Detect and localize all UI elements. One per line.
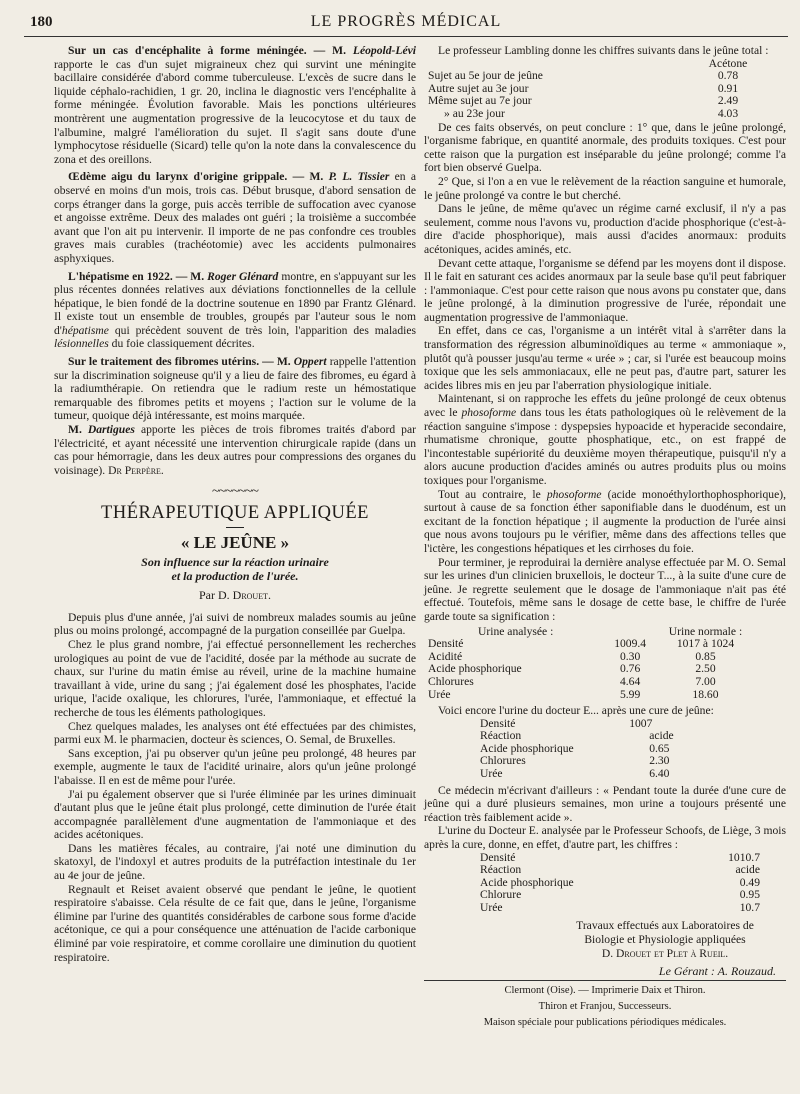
table-row: Réaction acide (480, 863, 760, 877)
printer-line-1: Clermont (Oise). — Imprimerie Daix et Thiron. (504, 985, 706, 997)
table-row: Chlorure 0.95 (480, 888, 760, 902)
paragraph-dartigues: M. Dartigues apporte les pièces de trois fibromes traités d'abord par l'électricité, et ayant nécessité une intervention chirurgicale rapide (dans un cas pour hémorragie, dans les deux autres pour compressions des organes du voisinage). Dr Perpère. (54, 423, 416, 477)
left-column (54, 44, 416, 964)
printer-line-3: Maison spéciale pour publications périodiques médicales. (483, 1017, 727, 1029)
page-header (24, 10, 788, 37)
paragraph-fibromes: Sur le traitement des fibromes utérins. — M. Oppert rappelle l'attention sur la discrimination soigneuse qu'il y a lieu de faire des fibromes, eu égard à la radiumthérapie. On retiendra que le radium reste un hémostatique remarquable des fibromes petits et moyens ; l'action sur le volume de la tumeur, quoique déjà intéressante, est moins marquée. (54, 355, 416, 423)
article-paragraph: Chez le plus grand nombre, j'ai effectué personnellement les recherches urologiques au point de vue de l'acidité, dosée par la méthode au sucrate de chaux, sur l'urine du matin émise au réveil, urine de la machine humaine travaillant à vide, urine du sang ; j'ai également dosé les phosphates, l'acide urique, l'acide oxalique, les chlorures, l'urée, l'ammoniaque, et effectué la recherche de tous les éléments pathologiques. (54, 637, 416, 719)
table-row: Acide phosphorique 0.49 (480, 875, 760, 889)
article-paragraph: Depuis plus d'une année, j'ai suivi de nombreux malades soumis au jeûne plus ou moins prolongé, accompagné de la purgation conseillée par Guelpa. (54, 610, 416, 638)
table-row: Urée 10.7 (480, 901, 760, 914)
article-paragraph: Dans les matières fécales, au contraire, j'ai noté une diminution du skatoxyl, de l'indoxyl et autres produits de la putréfaction intestinale du 1er au 4e jour de jeûne. (54, 841, 416, 883)
paragraph-encephalite: Sur un cas d'encéphalite à forme méningée. — M. Léopold-Lévi rapporte le cas d'un sujet migraineux chez qui survint une méningite bacillaire considérée d'abord comme tuberculeuse. L'excès de sucre dans le liquide céphalo-rachidien, 1 gr. 20, inclina le diagnostic vers l'encéphalite à forme méningée. Évolution favorable. Mais les ponctions ultérieures montrèrent une augmentation progressive de la leucocytose et du taux de l'albumine, malgré l'amélioration du sujet. Il s'agit sans doute d'une lymphocytose résiduelle (Sicard) telle qu'on la note dans la convalescence du zona et des oreillons. (54, 44, 416, 166)
paragraph-oedeme: Œdème aigu du larynx d'origine grippale. — M. P. L. Tissier en a observé en moins d'un mois, trois cas. Début brusque, d'abord sensation de corps étranger dans la gorge, puis accès terrible de suffocation avec cyanose et angoisse extrême. Deux des malades ont guéri ; la troisième a succombée avant que l'on ait pu intervenir. Il importe de ne pas confondre ces troubles graves mais curables (trachéotomie) avec les accidents pulmonaires asphyxiques. (54, 170, 416, 265)
urine-e-table (480, 718, 700, 781)
article-subtitle-2: et la production de l'urée. (171, 569, 299, 584)
table-row: Densité 1007 (480, 716, 653, 730)
urine-comparison-table (428, 626, 758, 702)
page-number: 180 (30, 14, 53, 30)
article-paragraph: Pour terminer, je reproduirai la dernière analyse effectuée par M. O. Semal sur les urines d'un clinicien bruxellois, le docteur T..., à la suite d'une cure de jeûne. Je regrette seulement que le dosage de l'ammoniaque n'ait pas été effectué. Toutefois, même sans le dosage de cette base, le chiffre de l'urée garde toute sa signification : (424, 555, 786, 623)
gerant-line: Le Gérant : A. Rouzaud. (424, 965, 786, 982)
table-row: Acidité 0.30 0.85 (428, 649, 716, 663)
article-paragraph: L'urine du Docteur E. analysée par le Professeur Schoofs, de Liège, 3 mois après la cure, donne, en effet, d'autre part, les chiffres : (424, 824, 786, 852)
printer-line-2: Thiron et Franjou, Successeurs. (538, 1001, 672, 1013)
table-row: Densité 1009.4 1017 à 1024 (428, 637, 735, 651)
article-paragraph: 2° Que, si l'on a en vue le relèvement de la réaction sanguine et humorale, le jeûne prolongé va contre le but cherché. (424, 174, 786, 202)
article-paragraph: Regnault et Reiset avaient observé que pendant le jeûne, le quotient respiratoire s'abaisse. Cela résulte de ce fait que, dans le jeûne, l'organisme élimine par l'urine des quantités considérables de carbone sous forme d'acide acétonique, ce qui a pour conséquence une atténuation de l'acide carbonique éliminé par voie respiratoire, et comme corollaire une diminution du quotient respiratoire. (54, 882, 416, 964)
credit-line-2: Biologie et Physiologie appliquées (584, 932, 746, 946)
article-title: « LE JEÛNE » (180, 532, 290, 552)
section-separator: ~~~~~~~ (211, 484, 259, 500)
credit-line-3: D. Drouet et Plet à Rueil. (601, 946, 729, 960)
table-row: » au 23e jour 4.03 (444, 106, 739, 120)
article-paragraph: Chez quelques malades, les analyses ont été effectuées par des chimistes, parmi eux M. le pharmacien, docteur ès sciences, O. Semal, de Bruxelles. (54, 719, 416, 747)
article-paragraph: Voici encore l'urine du docteur E... après une cure de jeûne: (438, 704, 714, 718)
table-row: Acide phosphorique 0.76 2.50 (428, 662, 716, 676)
article-paragraph: Le professeur Lambling donne les chiffres suivants dans le jeûne total : (438, 44, 769, 57)
table-row: Autre sujet au 3e jour 0.91 (428, 81, 739, 95)
title-rule (226, 527, 244, 528)
table-row: Densité 1010.7 (480, 850, 760, 864)
table-row: Urée 5.99 18.60 (428, 687, 719, 701)
urine-liege-table (480, 852, 760, 915)
table-row: Même sujet au 7e jour 2.49 (428, 94, 739, 108)
credit-line-1: Travaux effectués aux Laboratoires de (576, 918, 754, 932)
article-paragraph: Sans exception, j'ai pu observer qu'un jeûne peu prolongé, 48 heures par exemple, augmente le taux de l'acidité urinaire, alors qu'un jeûne prolongé l'abaisse. Il en est de même pour l'urée. (54, 746, 416, 787)
article-paragraph: De ces faits observés, on peut conclure : 1° que, dans le jeûne prolongé, l'organisme fabrique, en quantité anormale, des produits toxiques. C'est pour cette raison que la purgation est inséparable du jeûne prolongé; comme l'a fort bien observé Guelpa. (424, 120, 786, 175)
article-paragraph: J'ai pu également observer que si l'urée éliminée par les urines diminuait d'autant plus que le jeûne était plus prolongé, cette diminution de l'urée était accompagnée parallèlement d'une augmentation de l'ammoniaque et des acides acétoniques. (54, 787, 416, 842)
article-author: Par D. Drouet. (198, 588, 271, 603)
table-row: Acide phosphorique 0.65 (480, 741, 670, 755)
article-paragraph: Dans le jeûne, de même qu'avec un régime carné exclusif, il n'y a pas seulement, comme nous l'avons vu, production d'acide phosphorique (c'est-à-dire d'acide phosphorique), mais aussi d'acides anormaux: produits acétoniques, acides aminés, etc. (424, 202, 786, 256)
article-paragraph: Maintenant, si on rapproche les effets du jeûne prolongé de ceux obtenus avec le phosoforme dans tous les états pathologiques où le relèvement de la réaction sanguine s'impose : dyspepsies hypoacide et hyperacide secondaire, rhumatisme chronique, goutte phosphatique, etc., on est frappé de l'incontestable supériorité du deuxième moyen thérapeutique, puisqu'il n'y a alors aucune production d'acides aminés ou autres produits plus ou moins toxiques pour l'organisme. (424, 392, 786, 487)
acetone-table (428, 58, 768, 121)
article-paragraph: Ce médecin m'écrivant d'ailleurs : « Pendant toute la durée d'une cure de jeûne qui a duré plusieurs semaines, mon urine a toujours présenté une réaction très faiblement acide ». (424, 783, 786, 824)
table-row: Chlorures 2.30 (480, 754, 670, 768)
article-paragraph: En effet, dans ce cas, l'organisme a un intérêt vital à s'arrêter dans la transformation des régression albuminoïdiques au terme « ammoniaque », plutôt qu'à pousser jusqu'au terme « urée » ; car, si l'urée est beaucoup moins toxique que les sels ammoniacaux, elle ne peut pas, d'autre part, saturer les acides libres mis en jeu par l'aberration physiologique initiale. (424, 324, 786, 392)
column-header-normal: Urine normale : (668, 624, 743, 638)
table-row: Réaction acide (480, 729, 674, 743)
right-column (424, 44, 786, 1029)
table-row: Urée 6.40 (480, 767, 670, 781)
section-title: THÉRAPEUTIQUE APPLIQUÉE (101, 503, 369, 523)
column-header-analysed: Urine analysée : (478, 624, 554, 638)
paragraph-hepatisme: L'hépatisme en 1922. — M. Roger Glénard montre, en s'appuyant sur les plus récentes données relatives aux déviations fonctionnelles de la cellule hépatique, le bien fondé de la doctrine soutenue en 1890 par Frantz Glénard. Il existe tout un ensemble de troubles, groupés par l'auteur sous le nom d'hépatisme qui précèdent souvent de très loin, l'apparition des maladies lésionnelles du foie classiquement décrites. (54, 269, 416, 351)
article-subtitle-1: Son influence sur la réaction urinaire (141, 555, 329, 570)
table-row: Sujet au 5e jour de jeûne 0.78 (428, 69, 739, 83)
article-paragraph: Devant cette attaque, l'organisme se défend par les moyens dont il dispose. Il le fait en saturant ces acides anormaux par la seule base qu'il peut fabriquer : l'ammoniaque. C'est pour cette raison que nous avons pu constater que, dans le jeûne prolongé, à la diminution progressive de l'urée, répondait une augmentation progressive de l'ammoniaque. (424, 256, 786, 324)
acetone-header: Acétone (708, 56, 748, 70)
article-paragraph: Tout au contraire, le phosoforme (acide monoéthylorthophosphorique), surtout à cause de sa fonction éther saponifiable dans le duodénum, est un excitant de la fonction hépatique ; il augmente la production de l'urée ainsi que nous avons toujours pu le vérifier, même dans des affections telles que l'ictère, les congestions hépatiques et les cirrhoses du foie. (424, 487, 786, 555)
journal-title: LE PROGRÈS MÉDICAL (310, 13, 502, 30)
table-row: Chlorures 4.64 7.00 (428, 674, 716, 688)
